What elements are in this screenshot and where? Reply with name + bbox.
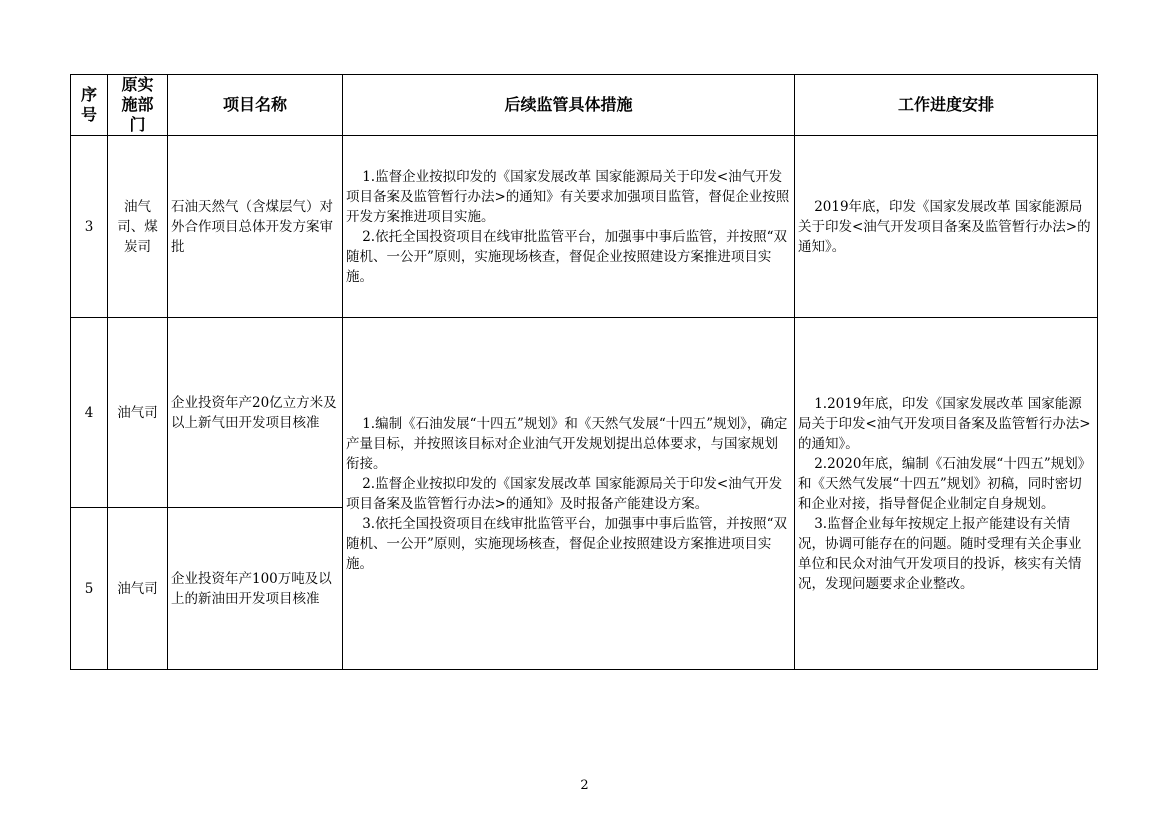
row-schedule bbox=[795, 136, 1098, 318]
schedule-paragraph: 3.监督企业每年按规定上报产能建设有关情况，协调可能存在的问题。随时受理有关企事业单位和民众对油气开发项目的投诉，核实有关情况，发现问题要求企业整改。 bbox=[798, 515, 1082, 592]
page-number: 2 bbox=[580, 778, 589, 793]
measure-paragraph: 3.依托全国投资项目在线审批监管平台，加强事中事后监管，并按照“双随机、一公开”原则，实施现场核查，督促企业按照建设方案推进项目实施。 bbox=[346, 515, 787, 572]
schedule-paragraph: 2.2020年底，编制《石油发展“十四五”规划》和《天然气发展“十四五”规划》初稿，同时密切和企业对接，指导督促企业制定自身规划。 bbox=[798, 455, 1092, 512]
row-name: 石油天然气（含煤层气）对外合作项目总体开发方案审批 bbox=[168, 136, 343, 318]
schedule-paragraph: 1.2019年底，印发《国家发展改革 国家能源局关于印发<油气开发项目备案及监管暂行办法>的通知》。 bbox=[798, 395, 1091, 452]
header-row bbox=[71, 75, 1098, 136]
measure-paragraph: 2.监督企业按拟印发的《国家发展改革 国家能源局关于印发<油气开发项目备案及监管暂行办法>的通知》及时报备产能建设方案。 bbox=[346, 475, 783, 512]
measure-paragraph: 2.依托全国投资项目在线审批监管平台，加强事中事后监管，并按照“双随机、一公开”原则，实施现场核查，督促企业按照建设方案推进项目实施。 bbox=[346, 228, 787, 285]
measure-paragraph: 1.编制《石油发展“十四五”规划》和《天然气发展“十四五”规划》，确定产量目标，并按照该目标对企业油气开发规划提出总体要求，与国家规划衔接。 bbox=[346, 415, 788, 472]
row-measures bbox=[343, 136, 795, 318]
row-name: 企业投资年产20亿立方米及以上新气田开发项目核准 bbox=[168, 318, 343, 508]
row-no: 3 bbox=[71, 136, 108, 318]
header-name: 项目名称 bbox=[168, 75, 343, 136]
measure-paragraph: 1.监督企业按拟印发的《国家发展改革 国家能源局关于印发<油气开发项目备案及监管暂行办法>的通知》有关要求加强项目监管，督促企业按照开发方案推进项目实施。 bbox=[346, 168, 790, 225]
supervision-table bbox=[70, 74, 1098, 670]
row-dept: 油气司、煤炭司 bbox=[108, 136, 168, 318]
row-no: 4 bbox=[71, 318, 108, 508]
row-dept: 油气司 bbox=[108, 318, 168, 508]
table-row bbox=[71, 318, 1098, 508]
header-dept: 原实施部门 bbox=[108, 75, 168, 136]
header-schedule: 工作进度安排 bbox=[795, 75, 1098, 136]
row-no: 5 bbox=[71, 508, 108, 670]
table-row bbox=[71, 136, 1098, 318]
row-dept: 油气司 bbox=[108, 508, 168, 670]
shared-schedule bbox=[795, 318, 1098, 670]
schedule-paragraph: 2019年底，印发《国家发展改革 国家能源局关于印发<油气开发项目备案及监管暂行办法>的通知》。 bbox=[798, 198, 1091, 255]
shared-measures bbox=[343, 318, 795, 670]
header-measures: 后续监管具体措施 bbox=[343, 75, 795, 136]
row-name: 企业投资年产100万吨及以上的新油田开发项目核准 bbox=[168, 508, 343, 670]
header-no: 序号 bbox=[71, 75, 108, 136]
